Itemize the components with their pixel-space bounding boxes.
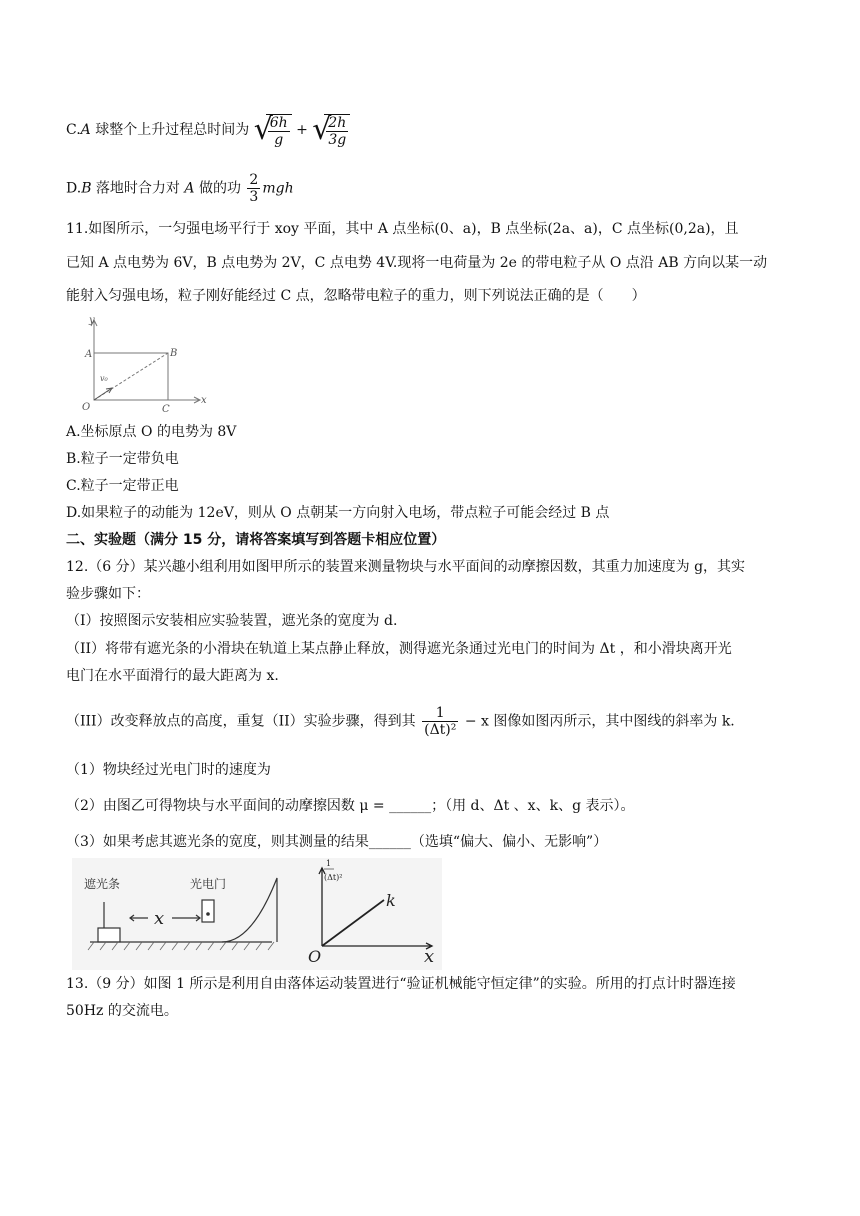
q12-sub-3: （3）如果考虑其遮光条的宽度，则其测量的结果______（选填“偏大、偏小、无影响”） bbox=[66, 834, 608, 850]
q12-sub-1: （1）物块经过光电门时的速度为 bbox=[66, 762, 271, 778]
frac-den: 3g bbox=[328, 132, 347, 148]
label-photogate: 光电门 bbox=[190, 877, 227, 891]
label-y: y bbox=[89, 315, 95, 326]
q12-line-1: 12.（6 分）某兴趣小组利用如图甲所示的装置来测量物块与水平面间的动摩擦因数，其重力加速度为 g，其实 bbox=[66, 559, 746, 575]
figure-background bbox=[72, 858, 442, 970]
frac-num: 2 bbox=[249, 172, 259, 188]
q13-line-2: 50Hz 的交流电。 bbox=[66, 1003, 178, 1019]
option-text: 做的功 bbox=[194, 180, 241, 197]
q12-step-2a: （II）将带有遮光条的小滑块在轨道上某点静止释放，测得遮光条通过光电门的时间为 Δt ，和小滑块离开光 bbox=[66, 641, 732, 657]
q12-apparatus-figure bbox=[72, 858, 442, 970]
q11-option-b: B.粒子一定带负电 bbox=[66, 451, 179, 467]
label-x: x bbox=[201, 395, 207, 406]
label-x: x bbox=[154, 908, 165, 929]
q12-step-2b: 电门在水平面滑行的最大距离为 x. bbox=[66, 668, 279, 684]
q10-option-c bbox=[66, 112, 350, 148]
q11-line-2: 已知 A 点电势为 6V，B 点电势为 2V，C 点电势 4V.现将一电荷量为 2e 的带电粒子从 O 点沿 AB 方向以某一动 bbox=[66, 255, 768, 271]
q11-option-c: C.粒子一定带正电 bbox=[66, 478, 179, 494]
q11-option-d: D.如果粒子的动能为 12eV，则从 O 点朝某一方向射入电场，带点粒子可能会经过 B 点 bbox=[66, 505, 610, 521]
label-B: B bbox=[170, 348, 178, 359]
frac-num: 2h bbox=[328, 115, 347, 131]
graph-label-k: k bbox=[386, 891, 396, 910]
q11-line-1: 11.如图所示，一匀强电场平行于 xoy 平面，其中 A 点坐标(0、a)，B 点坐标(2a、a)，C 点坐标(0,2a)，且 bbox=[66, 221, 739, 237]
graph-label-O: O bbox=[308, 947, 322, 966]
frac-den: g bbox=[274, 132, 284, 148]
label-v0: v₀ bbox=[100, 374, 108, 383]
q11-line-3: 能射入匀强电场，粒子刚好能经过 C 点，忽略带电粒子的重力，则下列说法正确的是（ ） bbox=[66, 288, 646, 304]
v0-vector bbox=[94, 388, 112, 400]
var-A: A bbox=[80, 122, 91, 138]
option-text: 球整个上升过程总时间为 bbox=[90, 122, 250, 138]
graph-label-x: x bbox=[424, 946, 435, 967]
q10-option-d bbox=[66, 172, 294, 205]
option-text: 落地时合力对 bbox=[91, 180, 185, 197]
q12-sub-2: （2）由图乙可得物块与水平面间的动摩擦因数 μ = ______；（用 d、Δt 、x、k、g 表示）。 bbox=[66, 798, 635, 814]
q12-step-1: （I）按照图示安装相应实验装置，遮光条的宽度为 d. bbox=[66, 613, 398, 629]
frac-num: 6h bbox=[269, 115, 288, 131]
q12-step-3 bbox=[66, 705, 735, 738]
label-A: A bbox=[85, 349, 93, 360]
var-mgh: mgh bbox=[262, 180, 294, 197]
step3-pre: （III）改变释放点的高度，重复（II）实验步骤，得到其 bbox=[66, 713, 416, 730]
photogate-dot bbox=[206, 912, 210, 916]
plus: + bbox=[296, 122, 308, 138]
q13-line-1: 13.（9 分）如图 1 所示是利用自由落体运动装置进行“验证机械能守恒定律”的实验。所用的打点计时器连接 bbox=[66, 976, 736, 992]
section-title: 二、实验题（满分 15 分，请将答案填写到答题卡相应位置） bbox=[66, 532, 446, 548]
sqrt-2: √ $\frac{2h}{3g}$ bbox=[312, 112, 350, 148]
option-prefix: D. bbox=[66, 180, 82, 197]
frac-num: 1 bbox=[422, 705, 458, 722]
fraction bbox=[422, 705, 458, 738]
graph-ylabel-num: 1 bbox=[326, 859, 332, 868]
option-prefix: C. bbox=[66, 122, 81, 138]
q12-line-2: 验步骤如下： bbox=[66, 586, 150, 602]
var-B: B bbox=[81, 180, 92, 197]
sqrt-1: √ $\frac{6h}{g}$ bbox=[254, 112, 292, 148]
step3-post: − x 图像如图丙所示，其中图线的斜率为 k. bbox=[464, 713, 735, 730]
q11-option-a: A.坐标原点 O 的电势为 8V bbox=[66, 424, 237, 440]
label-O: O bbox=[82, 402, 91, 413]
q11-figure bbox=[72, 315, 212, 415]
label-C: C bbox=[162, 404, 170, 415]
photogate bbox=[202, 900, 214, 922]
frac-den: (Δt)² bbox=[424, 722, 457, 738]
slider-block bbox=[98, 928, 120, 942]
frac-den: 3 bbox=[249, 189, 259, 205]
var-A: A bbox=[184, 180, 195, 197]
label-shading-strip: 遮光条 bbox=[84, 877, 121, 891]
fraction bbox=[247, 172, 260, 205]
graph-ylabel-den: (Δt)² bbox=[324, 873, 343, 882]
